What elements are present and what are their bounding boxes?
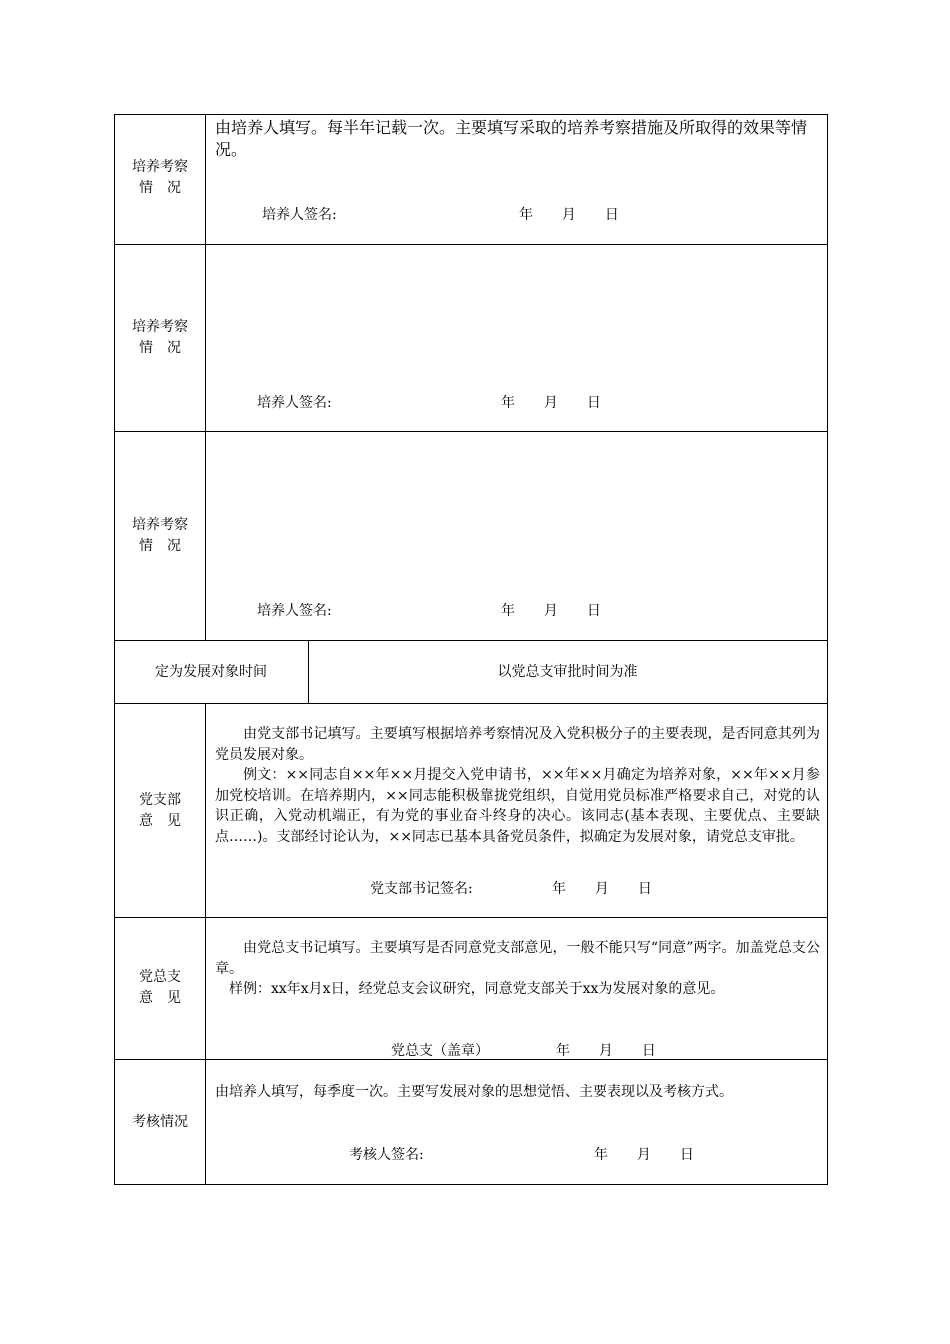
border-bottom <box>114 1184 828 1185</box>
row-label: 考核情况 <box>132 1114 188 1130</box>
border-top <box>114 114 828 115</box>
row-label: 定为发展对象时间 <box>155 664 267 680</box>
signature-date: 年 月 日 <box>519 207 619 223</box>
signature-date: 年 月 日 <box>552 881 652 897</box>
signature-date: 年 月 日 <box>501 395 601 411</box>
signature-date: 年 月 日 <box>594 1147 694 1163</box>
row-value: 以党总支审批时间为准 <box>497 664 638 680</box>
row-divider-2 <box>114 431 828 432</box>
row-label: 培养考察 情 况 <box>132 319 188 356</box>
instruction-text: 由培养人填写，每季度一次。主要写发展对象的思想觉悟、主要表现以及考核方式。 <box>215 1084 733 1100</box>
signature-label: 考核人签名: <box>349 1147 424 1163</box>
signature-label: 培养人签名: <box>257 395 332 411</box>
example-text: 例文：××同志自××年××月提交入党申请书，××年××月确定为培养对象，××年××月参加党校培训。在培养期内，××同志能积极靠拢党组织，自觉用党员标准严格要求自己，对党的认识正确，入党动机端正，有为党的事业奋斗终身的决心。该同志(基本表现、主要优点、主要缺点……)。支部经讨论认为，××同志已基本具备党员条件，拟确定为发展对象，请党总支审批。 <box>215 767 820 845</box>
row-divider-4 <box>114 703 828 704</box>
row-divider-5 <box>114 917 828 918</box>
signature-label: 培养人签名: <box>262 207 337 223</box>
border-right <box>827 114 828 1185</box>
signature-label: 党总支（盖章） <box>391 1043 489 1059</box>
instruction-text: 由党支部书记填写。主要填写根据培养考察情况及入党积极分子的主要表现，是否同意其列为党员发展对象。 <box>215 726 820 763</box>
example-text: 样例：xx年x月x日，经党总支会议研究，同意党支部关于xx为发展对象的意见。 <box>229 981 725 997</box>
border-left <box>114 114 115 1185</box>
signature-date: 年 月 日 <box>501 603 601 619</box>
row-label: 党总支 意 见 <box>139 969 181 1006</box>
row-divider-3 <box>114 640 828 641</box>
signature-label: 培养人签名: <box>257 603 332 619</box>
signature-label: 党支部书记签名: <box>370 881 473 897</box>
row-label: 党支部 意 见 <box>139 792 181 829</box>
row-label: 培养考察 情 况 <box>132 159 188 196</box>
instruction-text: 由培养人填写。每半年记载一次。主要填写采取的培养考察措施及所取得的效果等情况。 <box>215 118 808 159</box>
row-divider-1 <box>114 244 828 245</box>
signature-date: 年 月 日 <box>556 1043 656 1059</box>
instruction-text: 由党总支书记填写。主要填写是否同意党支部意见，一般不能只写“同意”两字。加盖党总支公章。 <box>215 940 820 977</box>
row-label: 培养考察 情 况 <box>132 517 188 554</box>
